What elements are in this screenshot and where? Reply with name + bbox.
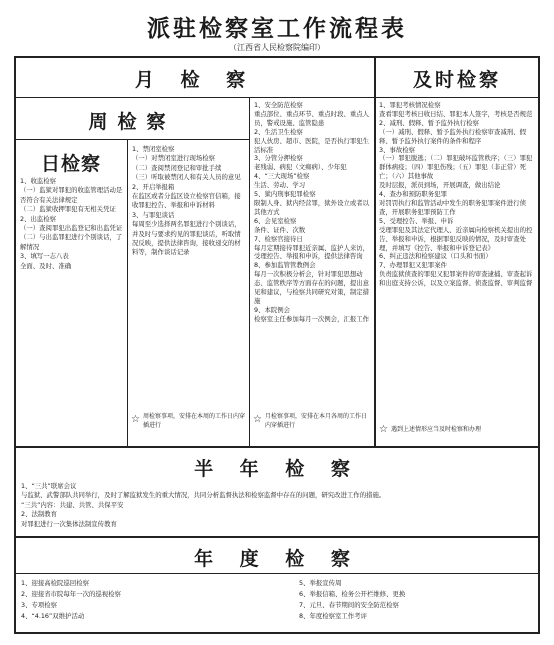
annual-left-content: 1、迎接高检院巡回检察 2、迎接省市院每年一次的巡视检察 3、专项检察 4、“4.16”双维护活动 — [21, 579, 121, 620]
workflow-table — [14, 56, 540, 634]
timely-heading: 及时检察 — [412, 69, 501, 91]
divider — [15, 573, 539, 574]
star-icon: ☆ — [253, 414, 262, 425]
page-subtitle: （江西省人民检察院编印） — [229, 43, 325, 52]
half-year-heading: 半 年 检 察 — [194, 458, 360, 480]
timely-content: 1、罪犯考核情况检察 查看罪犯考核日收日结、罪犯本人签字，考核是否规范 2、减刑、假释、暂予监外执行检察 （一）减刑、假释、暂予监外执行检察审查减刑、假释、暂予监外执行案件的条件和程序 3、事故检察 （一）罪犯脱逃；（二）罪犯破坏监管秩序；（三）罪犯群体病疫；（四）罪犯伤残；（五）罪犯（非正常）死亡；（六）其他事故 及时层报，派员到场，开展调查，做出结论 4、查办和预防职务犯罪 对罚罚执行和监管活动中发生的职务犯罪案件进行侦查，开展职务犯罪预防工作 5、受理控告、举报、申诉 受理罪犯及其法定代理人、近亲属向检察机关提出的控告、举报和申诉，根据罪犯反映的情况，及时审查处理，并填写《控告、举报和申诉登记表》 6、纠正违法和检察建议（口头和书面） 7、办理罪犯又犯罪案件 负责监狱侦查的罪犯又犯罪案件的审查逮捕、审查起诉和出庭支持公诉，以及立案监督、侦查监督、审判监督 — [379, 101, 533, 288]
divider — [15, 97, 375, 98]
half-year-content: 1、“三共”联席会议 与监狱、武警部队共同举行，及时了解监狱发生的重大情况，共同分析监督执法和检察监督中存在的问题，研究改进工作的措施。 “三共”内容：共建、共管、共保平安 2、法制教育 对罪犯进行一次集体法制宣传教育 — [21, 482, 386, 528]
monthly-heading: 月 检 察 — [134, 69, 256, 91]
page-title: 派驻检察室工作流程表 — [147, 15, 407, 42]
monthly-footnote: 月检察事项，安排在本月各周的工作日内穿插进行 — [265, 413, 368, 429]
divider — [249, 97, 250, 447]
daily-heading: 日检察 — [40, 153, 101, 175]
annual-heading: 年 度 检 察 — [194, 548, 360, 570]
weekly-content: 1、禁闭室检察 （一）对禁闭室进行现场检察 （二）查阅禁闭登记和审批手续 （三）听取被禁闭人和有关人员的意见 2、开启举报箱 在监区或者分监区设立检察官信箱，接收罪犯控告、举报和申诉材料 3、与罪犯谈话 每周至少选择两名罪犯进行个别谈话，并及时与要求约见的罪犯谈话，听取情况反映，提供法律咨询，接收递交的材料等，制作谈话记录 — [132, 145, 241, 257]
divider — [127, 139, 128, 447]
monthly-content: 1、安全防范检察 重点部位、重点环节、重点时段、重点人员，警戒设施、监管隐患 2、生活卫生检察 犯人伙房、超市、医院，是否执行罪犯生活标准 3、分管分押检察 老残弱、病犯（文痴病）、少年犯 4、“三大现场”检察 生活、劳动、学习 5、狱内刑事犯罪检察 限制人身、狱内经营罪，狱外设立或者以其他方式 6、会见室检察 条件、证件、次数 7、检察官接待日 每月定期接待罪犯近亲属、监护人来访，受理控告、举报和申诉，提供法律咨询 8、参加监管管教例会 每月一次积极分析会，针对罪犯思想动态、监管秩序等方面存在的问题，提出意见和建议，与检察共同研究对策，制定措施 9、本院例会 检察室主任参加每月一次例会，汇报工作 — [254, 101, 370, 323]
weekly-footnote: 周检察事项，安排在本周的工作日内穿插进行 — [143, 413, 246, 429]
divider — [375, 97, 539, 98]
timely-footnote: 遇到上述情形应当及时检察和办理 — [391, 426, 482, 433]
star-icon: ☆ — [379, 424, 388, 435]
divider — [15, 139, 249, 140]
star-icon: ☆ — [131, 414, 140, 425]
weekly-heading: 周检察 — [88, 111, 176, 133]
annual-right-content: 5、举报宣传周 6、举报信箱、检务公开栏维修、更换 7、元旦、春节期间的安全防范检察 8、年度检察室工作考评 — [299, 579, 406, 620]
daily-content: 1、收监检察 （一）监狱对罪犯的收监管理活动是否符合有关法律规定 （二）监狱收押罪犯有无相关凭证 2、出监检察 （一）查阅罪犯出监登记和出监凭证 （二）与出监罪犯进行个别谈话，了解情况 3、填写一志八表 全面、及时、准确 — [20, 177, 123, 270]
